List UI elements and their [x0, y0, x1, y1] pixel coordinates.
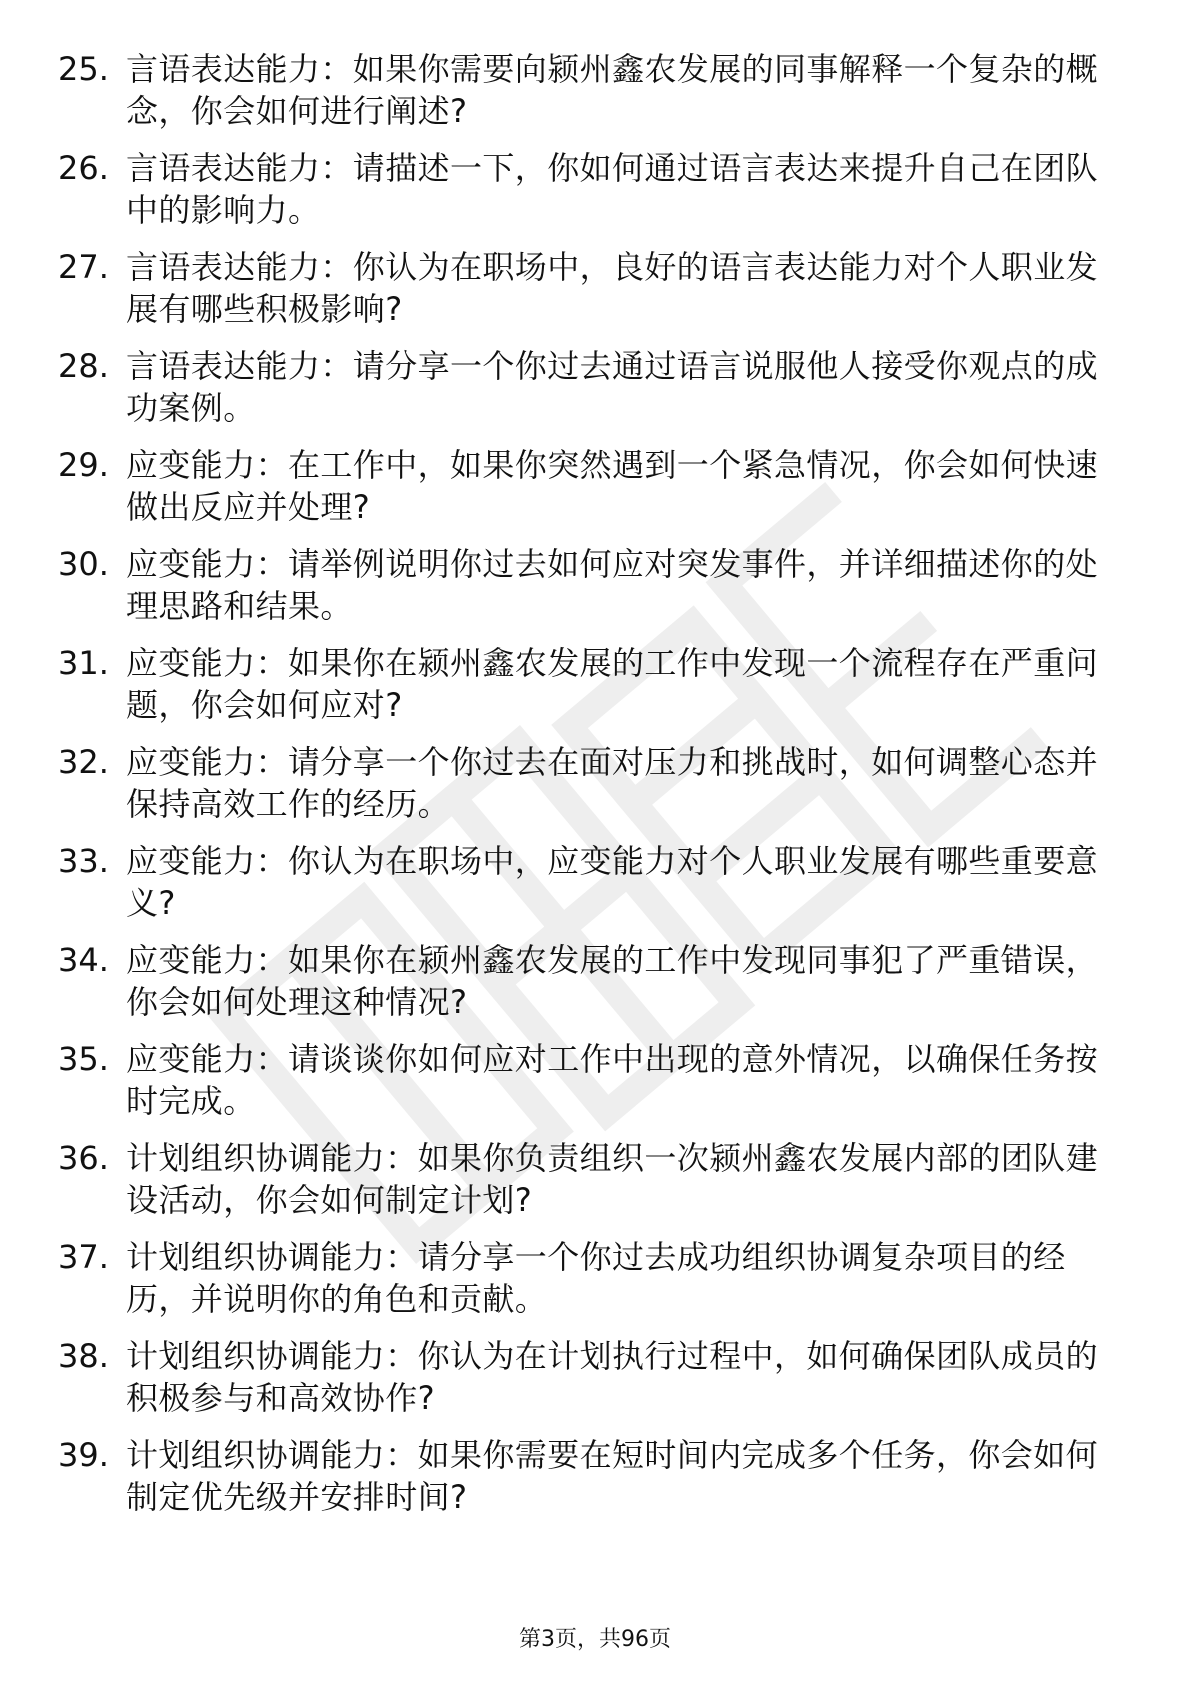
- question-text: 言语表达能力：请描述一下，你如何通过语言表达来提升自己在团队中的影响力。: [126, 149, 1099, 229]
- question-item: [58, 444, 1118, 528]
- question-item: [58, 246, 1118, 330]
- question-number: 36.: [58, 1139, 109, 1177]
- question-item: [58, 741, 1118, 825]
- question-number: 32.: [58, 743, 109, 781]
- question-text: 计划组织协调能力：请分享一个你过去成功组织协调复杂项目的经历，并说明你的角色和贡献。: [126, 1238, 1066, 1318]
- question-item: [58, 939, 1118, 1023]
- question-item: [58, 1335, 1118, 1419]
- question-item: [58, 1137, 1118, 1221]
- question-item: [58, 345, 1118, 429]
- question-item: [58, 147, 1118, 231]
- question-number: 29.: [58, 446, 109, 484]
- question-text: 应变能力：请分享一个你过去在面对压力和挑战时，如何调整心态并保持高效工作的经历。: [126, 743, 1099, 823]
- question-list: [58, 48, 1118, 1533]
- question-item: [58, 840, 1118, 924]
- question-number: 30.: [58, 545, 109, 583]
- question-item: [58, 1434, 1118, 1518]
- question-number: 37.: [58, 1238, 109, 1276]
- question-item: [58, 642, 1118, 726]
- question-text: 计划组织协调能力：如果你负责组织一次颍州鑫农发展内部的团队建设活动，你会如何制定计划?: [126, 1139, 1099, 1219]
- question-number: 34.: [58, 941, 109, 979]
- question-number: 33.: [58, 842, 109, 880]
- question-text: 言语表达能力：如果你需要向颍州鑫农发展的同事解释一个复杂的概念，你会如何进行阐述?: [126, 50, 1099, 130]
- question-text: 应变能力：请举例说明你过去如何应对突发事件，并详细描述你的处理思路和结果。: [126, 545, 1099, 625]
- page-footer: [0, 1622, 1190, 1653]
- question-item: [58, 1236, 1118, 1320]
- page-number-label: 第3页，共96页: [519, 1627, 671, 1652]
- question-text: 应变能力：如果你在颍州鑫农发展的工作中发现一个流程存在严重问题，你会如何应对?: [126, 644, 1099, 724]
- question-text: 言语表达能力：请分享一个你过去通过语言说服他人接受你观点的成功案例。: [126, 347, 1099, 427]
- question-text: 应变能力：如果你在颍州鑫农发展的工作中发现同事犯了严重错误，你会如何处理这种情况?: [126, 941, 1099, 1021]
- question-text: 言语表达能力：你认为在职场中，良好的语言表达能力对个人职业发展有哪些积极影响?: [126, 248, 1099, 328]
- question-text: 计划组织协调能力：如果你需要在短时间内完成多个任务，你会如何制定优先级并安排时间?: [126, 1436, 1099, 1516]
- question-text: 应变能力：你认为在职场中，应变能力对个人职业发展有哪些重要意义?: [126, 842, 1099, 922]
- question-item: [58, 543, 1118, 627]
- question-text: 应变能力：请谈谈你如何应对工作中出现的意外情况，以确保任务按时完成。: [126, 1040, 1099, 1120]
- question-item: [58, 1038, 1118, 1122]
- question-text: 计划组织协调能力：你认为在计划执行过程中，如何确保团队成员的积极参与和高效协作?: [126, 1337, 1099, 1417]
- question-number: 28.: [58, 347, 109, 385]
- question-number: 39.: [58, 1436, 109, 1474]
- question-number: 38.: [58, 1337, 109, 1375]
- question-number: 35.: [58, 1040, 109, 1078]
- question-item: [58, 48, 1118, 132]
- question-number: 27.: [58, 248, 109, 286]
- question-number: 31.: [58, 644, 109, 682]
- question-number: 25.: [58, 50, 109, 88]
- question-number: 26.: [58, 149, 109, 187]
- question-text: 应变能力：在工作中，如果你突然遇到一个紧急情况，你会如何快速做出反应并处理?: [126, 446, 1099, 526]
